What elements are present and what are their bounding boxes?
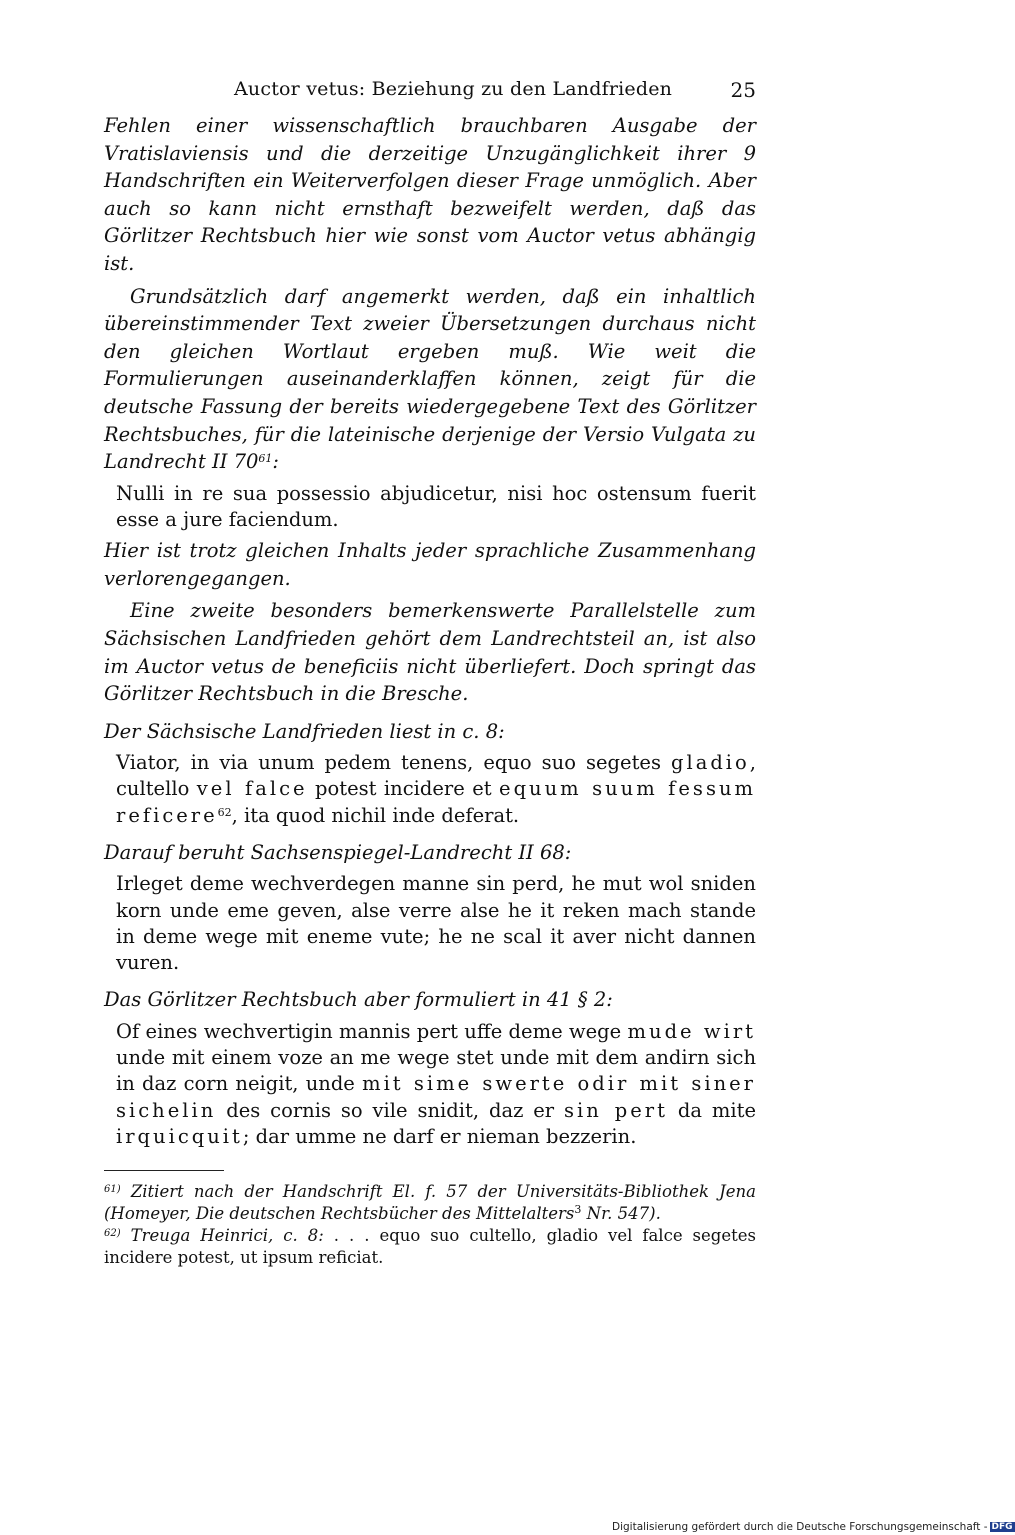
paragraph-2	[104, 283, 756, 476]
quote-text: , ita quod nichil inde deferat.	[231, 803, 520, 827]
footnote-ref-61: 61	[258, 452, 273, 466]
spaced-text: mude wirt	[627, 1019, 756, 1043]
footnote-61-mark: 61)	[104, 1183, 121, 1195]
quote-landfrieden	[116, 750, 756, 829]
paragraph-5: Der Sächsische Landfrieden liest in c. 8:	[104, 719, 505, 743]
footnote-61	[104, 1181, 756, 1225]
footnote-divider	[104, 1170, 224, 1171]
quote-versio-vulgata: Nulli in re sua possessio abjudicetur, nisi hoc ostensum fuerit esse a jure faciendum.	[116, 481, 756, 531]
paragraph-1: Fehlen einer wissenschaftlich brauchbaren Ausgabe der Vratislaviensis und die derzeitige Unzugänglichkeit ihrer 9 Handschriften ein Weiterverfolgen dieser Frage unmöglich. Aber auch so kann nicht ernsthaft bezweifelt werden, daß das Görlitzer Rechtsbuch hier wie sonst vom Auctor vetus abhängig ist.	[104, 114, 756, 275]
quote-text: Viator, in via unum pedem tenens, equo suo segetes	[116, 751, 671, 775]
footnote-62-text: . . . equo suo cultello, gladio vel falce segetes incidere potest, ut ipsum reficiat.	[104, 1225, 756, 1267]
paragraph-2-end: :	[272, 450, 279, 474]
running-head: Auctor vetus: Beziehung zu den Landfrieden	[234, 78, 673, 100]
spaced-text: gladio	[670, 751, 750, 775]
footnote-62-source: Treuga Heinrici, c. 8:	[130, 1225, 324, 1245]
spaced-text: irquicquit	[116, 1124, 243, 1148]
quote-text: des cornis so vile snidit, daz er	[216, 1098, 565, 1122]
spaced-text: mit sime swerte odir mit siner sichelin	[116, 1072, 756, 1122]
quote-text: ; dar umme ne darf er nieman bezzerin.	[242, 1124, 637, 1148]
footnote-62-mark: 62)	[104, 1227, 121, 1239]
quote-text: , cultello	[116, 751, 756, 801]
spaced-text: sin pert	[564, 1098, 668, 1122]
digitization-credit-text: Digitalisierung gefördert durch die Deutsche Forschungsgemeinschaft -	[612, 1521, 988, 1533]
dfg-logo: DFG	[991, 1522, 1013, 1532]
paragraph-2-text: Grundsätzlich darf angemerkt werden, daß ein inhaltlich übereinstimmender Text zweier Übersetzungen durchaus nicht den gleichen Wortlaut ergeben muß. Wie weit die Formulierungen auseinanderklaffen können, zeigt für die deutsche Fassung der bereits wiedergegebene Text des Görlitzer Rechtsbuches, für die lateinische derjenige der Versio Vulgata zu Landrecht II 70	[104, 284, 756, 474]
quote-sachsenspiegel: Irleget deme wechverdegen manne sin perd, he mut wol sniden korn unde eme geven, alse verre alse he it reken mach stande in deme wege mit eneme vute; he ne scal it aver nicht dannen vuren.	[116, 872, 756, 975]
page-number: 25	[730, 78, 756, 102]
footnote-61-text: Zitiert nach der Handschrift El. f. 57 der Universitäts-Bibliothek Jena (Homeyer, Die deutschen Rechtsbücher des Mittelalters	[104, 1181, 756, 1223]
footnote-61-end: Nr. 547).	[581, 1203, 661, 1223]
quote-text: potest incidere et	[307, 777, 500, 801]
page-header	[104, 78, 756, 112]
footnote-62	[104, 1225, 756, 1269]
paragraph-6: Darauf beruht Sachsenspiegel-Landrecht II 68:	[104, 840, 572, 864]
quote-text: Of eines wechvertigin mannis pert uffe deme wege	[116, 1019, 628, 1043]
spaced-text: vel falce	[196, 777, 308, 801]
page-content	[104, 78, 756, 1269]
quote-text: da mite	[667, 1098, 757, 1122]
paragraph-4: Eine zweite besonders bemerkenswerte Parallelstelle zum Sächsischen Landfrieden gehört dem Landrechtsteil an, ist also im Auctor vetus de beneficiis nicht überliefert. Doch springt das Görlitzer Rechtsbuch in die Bresche.	[104, 599, 756, 706]
quote-goerlitzer-rechtsbuch	[116, 1019, 756, 1150]
footnote-61-edition: 3	[574, 1202, 582, 1216]
paragraph-3: Hier ist trotz gleichen Inhalts jeder sprachliche Zusammenhang verlorengegangen.	[104, 539, 756, 590]
paragraph-7: Das Görlitzer Rechtsbuch aber formuliert in 41 § 2:	[104, 988, 613, 1012]
footnote-ref-62: 62	[217, 805, 232, 819]
quote-text: unde mit einem voze an me wege stet unde mit dem andirn sich in daz corn neigit, unde	[116, 1046, 756, 1096]
digitization-credit	[612, 1521, 1015, 1533]
spaced-text: equum suum fessum reficere	[116, 777, 756, 827]
